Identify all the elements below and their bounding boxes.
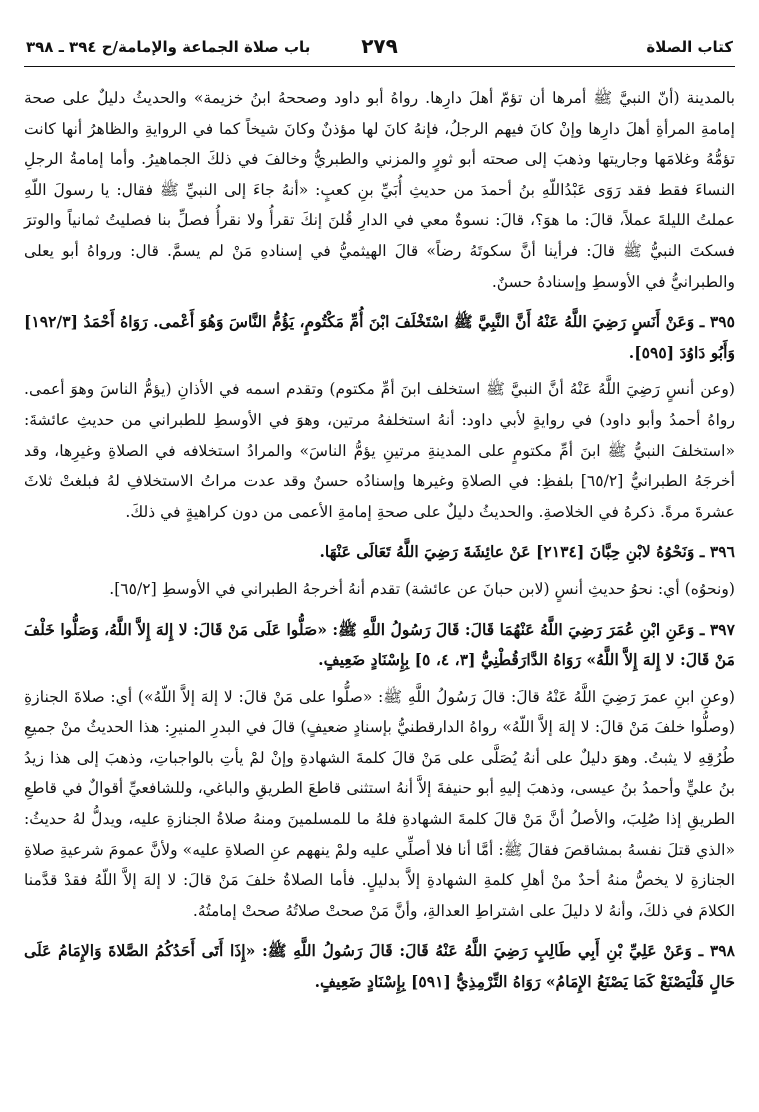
hadith-paragraph <box>24 615 735 676</box>
book-title: كتاب الصلاة <box>646 38 733 56</box>
hadith-paragraph <box>24 537 735 568</box>
hadith-number: ٣٩٧ <box>709 619 735 639</box>
commentary-paragraph: بالمدينة (أنّ النبيَّ ﷺ أمرها أن تؤمّ أهلَ دارِها. رواهُ أبو داود وصححهُ ابنُ خزيمة» والحديثُ دليلٌ على صحة إمامةِ المرأةِ أهلَ دارِها وإنْ كانَ فيهم الرجلُ، فإنهُ كانَ لها مؤذنٌ وكانَ شيخاً كما في الروايةِ والظاهرُ أنها كانت تؤمُّهُ وغلامَها وجاريتها وذهبَ إلى صحته أبو ثورٍ والمزني والطبريُّ وخالفَ في ذلكَ الجماهيرُ. وأما إمامةُ الرجلِ النساءَ فقط فقد رَوَى عَبْدُاللّهِ بنُ أحمدَ من حديثِ أُبَيِّ بنِ كعبٍ: «أنهُ جاءَ إلى النبيِّ ﷺ فقال: يا رسولَ اللّهِ عملتُ الليلةَ عملاً، قالَ: ما هوَ؟، قالَ: نسوةٌ معي في الدارِ قُلنَ إنكَ تقرأُ ولا نقرأُ فصلِّ بنا فصليتُ ثمانياً والوترَ فسكتَ النبيُّ ﷺ قالَ: فرأينا أنَّ سكوتَهُ رضاً» قالَ الهيثميُّ في إسنادهِ مَنْ لم يسمَّ. قال: ورواهُ أبو يعلى والطبرانيُّ في الأوسطِ وإسنادهُ حسنٌ. <box>24 89 735 291</box>
commentary-paragraph: (وعنِ ابنِ عمرَ رَضِيَ اللَّهُ عَنْهُ قالَ: قالَ رَسُولُ اللَّهِ ﷺ: «صلُّوا على مَنْ قالَ: لا إلهَ إلاَّ اللّهُ») أي: صلاةَ الجنازةِ (وصلُّوا خلفَ مَنْ قالَ: لا إلهَ إلاَّ اللّهُ» رواهُ الدارقطنيُّ بإسنادٍ ضعيفٍ) قالَ في البدرِ المنيرِ: هذا الحديثُ منْ جميعِ طُرُقِهِ لا يثبتُ. وهوَ دليلٌ على أنهُ يُصَلَّى على مَنْ قالَ كلمةَ الشهادةِ وإنْ لمْ يأتِ بالواجباتِ، وذهبَ إلى هذا زيدُ بنُ عليٍّ وأحمدُ بنُ عيسى، وذهبَ إليهِ أبو حنيفةَ إلاَّ أنهُ استثنى قاطعَ الطريقِ والباغي، وللشافعيِّ أقوالٌ في قاطعِ الطريقِ إذا صُلِبَ، والأصلُ أنَّ مَنْ قالَ كلمةَ الشهادةِ فلهُ ما للمسلمينَ ومنهُ صلاةُ الجنازةِ عليه، ويدلُّ لهُ حديثُ: «الذي قتلَ نفسهُ بمشاقصَ فقالَ ﷺ: أمَّا أنا فلا أصلِّي عليه ولمْ ينههم عنِ الصلاةِ عليه» ولأنَّ عمومَ شرعيةِ صلاةِ الجنازةِ لا يخصُّ منهُ أحدٌ منْ أهلِ كلمةِ الشهادةِ إلاَّ بدليلٍ. فأما الصلاةُ خلفَ مَنْ قالَ: لا إلهَ إلاَّ اللّهُ فقدْ قدَّمنا الكلامَ في ذلكَ، وأنهُ لا دليلَ على اشتراطِ العدالةِ، وأنَّ مَنْ صحتْ صلاتُهُ صحتْ إمامتُهُ. <box>24 687 735 920</box>
commentary-paragraph: (وعن أنسٍ رَضِيَ اللَّهُ عَنْهُ أنَّ النبيَّ ﷺ استخلف ابنَ أمِّ مكتوم) وتقدم اسمه في الأذانِ (يؤمُّ الناسَ وهوَ أعمى. رواهُ أحمدُ وأبو داود) في روايةٍ لأبي داود: أنهُ استخلفهُ مرتين، وهوَ في الأوسطِ للطبراني من حديثِ عائشةَ: «استخلفَ النبيُّ ﷺ ابنَ أمِّ مكتومٍ على المدينةِ مرتينِ يؤمُّ الناسَ» والمرادُ استخلافه في الصلاةِ وغيرِها، وقد أخرجَهُ الطبرانيُّ [٦٥/٢] بلفظِ: في الصلاةِ وغيرها وإسنادُه حسنٌ وقد عدت مراتُ الاستخلافِ لهُ فبلغتْ ثلاثَ عشرةَ مرةً. ذكرهُ في الخلاصةِ. والحديثُ دليلٌ على صحةِ إمامةِ الأعمى من دون كراهيةٍ في ذلكَ. <box>24 380 735 521</box>
hadith-paragraph <box>24 307 735 368</box>
hadith-number: ٣٩٦ <box>709 542 735 562</box>
page-number: ٢٧٩ <box>361 34 398 58</box>
hadith-text: ـ وَعَنْ عَلِيِّ بْنِ أَبِي طَالِبٍ رَضِيَ اللَّهُ عَنْهُ قَالَ: قَالَ رَسُولُ اللَّهِ ﷺ: «إِذَا أَتَى أَحَدُكُمُ الصَّلاةَ وَالإِمَامُ عَلَى حَالٍ فَلْيَصْنَعْ كَمَا يَصْنَعُ الإِمَامُ» رَوَاهُ التِّرْمِذِيُّ [٥٩١] بِإِسْنَادٍ ضَعِيفٍ. <box>24 941 735 992</box>
hadith-paragraph <box>24 936 735 997</box>
running-header <box>24 36 735 67</box>
hadith-text: ـ وَنَحْوُهُ لابْنِ حِبَّانَ [٢١٣٤] عَنْ عائِشَةَ رَضِيَ اللَّهُ تَعَالَى عَنْهَا. <box>319 542 705 562</box>
chapter-title: باب صلاة الجماعة والإمامة/ح ٣٩٤ ـ ٣٩٨ <box>26 38 311 56</box>
commentary-paragraph: (ونحوُه) أي: نحوُ حديثِ أنسٍ (لابن حبانَ عن عائشة) تقدم أنهُ أخرجهُ الطبراني في الأوسطِ [٦٥/٢]. <box>109 579 735 598</box>
hadith-number: ٣٩٨ <box>709 941 735 961</box>
page-body <box>24 83 735 998</box>
hadith-number: ٣٩٥ <box>709 312 735 332</box>
hadith-text: ـ وَعَنْ أَنَسٍ رَضِيَ اللَّهُ عَنْهُ أَنَّ النَّبِيَّ ﷺ اسْتَخْلَفَ ابْنَ أُمِّ مَكْتُومٍ، يَؤُمُّ النَّاسَ وَهُوَ أَعْمى. رَوَاهُ أَحْمَدُ [١٩٢/٣] وَأَبُو دَاوُدَ [٥٩٥]. <box>24 312 735 362</box>
hadith-text: ـ وَعَنِ ابْنِ عُمَرَ رَضِيَ اللَّهُ عَنْهُمَا قَالَ: قَالَ رَسُولُ اللَّهِ ﷺ: «صَلُّوا عَلَى مَنْ قَالَ: لا إِلهَ إِلاَّ اللَّهُ، وَصَلُّوا خَلْفَ مَنْ قَالَ: لا إِلهَ إِلاَّ اللَّهُ» رَوَاهُ الدَّارَقُطْنِيُّ [٣، ٤، ٥] بِإِسْنَادٍ ضَعِيفٍ. <box>24 619 735 670</box>
